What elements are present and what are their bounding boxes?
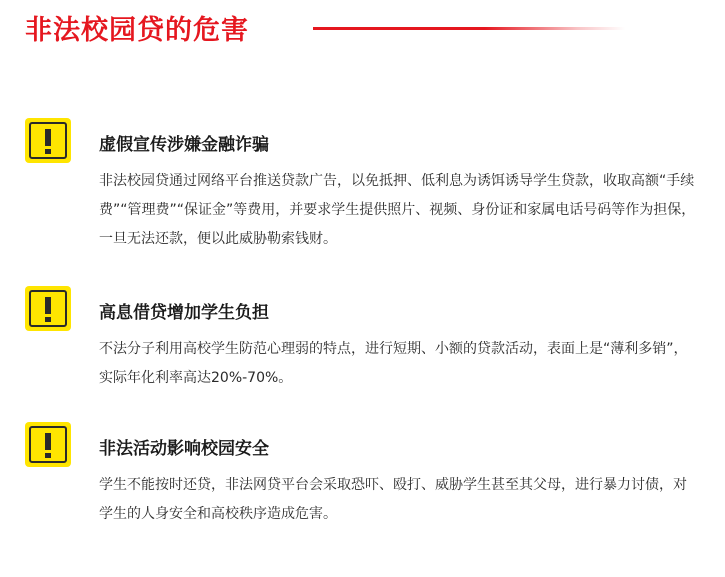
section-campus-safety <box>25 422 705 542</box>
page-title: 非法校园贷的危害 <box>25 15 249 46</box>
section-body: 不法分子利用高校学生防范心理弱的特点，进行短期、小额的贷款活动，表面上是“薄利多销”，实际年化利率高达20%-70%。 <box>99 341 688 386</box>
section-title: 非法活动影响校园安全 <box>99 439 269 459</box>
section-title: 高息借贷增加学生负担 <box>99 303 269 323</box>
warning-exclamation-icon <box>25 286 71 331</box>
warning-exclamation-icon <box>25 422 71 467</box>
title-divider <box>313 27 625 30</box>
section-high-interest <box>25 286 705 406</box>
section-body: 学生不能按时还贷，非法网贷平台会采取恐吓、殴打、威胁学生甚至其父母，进行暴力讨债，对学生的人身安全和高校秩序造成危害。 <box>99 477 687 522</box>
section-body: 非法校园贷通过网络平台推送贷款广告，以免抵押、低利息为诱饵诱导学生贷款，收取高额“手续费”“管理费”“保证金”等费用，并要求学生提供照片、视频、身份证和家属电话号码等作为担保，一旦无法还款，便以此威胁勒索钱财。 <box>99 173 696 247</box>
warning-exclamation-icon <box>25 118 71 163</box>
section-title: 虚假宣传涉嫌金融诈骗 <box>99 135 269 155</box>
section-false-advertising <box>25 118 705 278</box>
